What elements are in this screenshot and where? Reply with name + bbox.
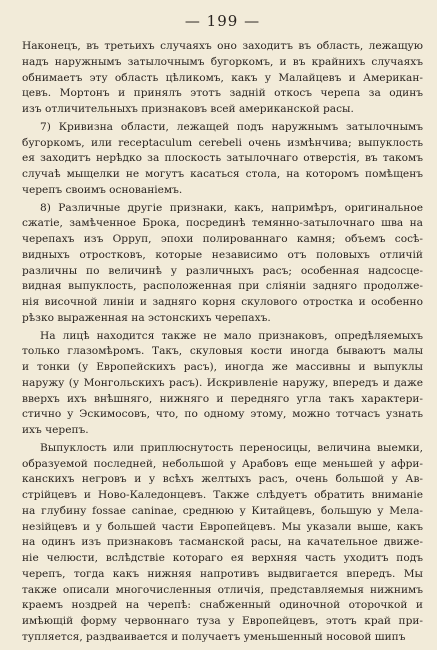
text-line: надъ наружнымъ затылочнымъ бугоркомъ, и въ крайнихъ случаяхъ bbox=[22, 55, 423, 68]
text-line: незійцевъ и у большей части Европейцевъ. Мы указали выше, какъ bbox=[22, 520, 423, 533]
text-line: случаѣ мыщелки не могутъ касаться стола, на которомъ помѣщенъ bbox=[22, 168, 423, 180]
text-line: стично у Эскимосовъ, что, по одному этому, можно тотчасъ узнать bbox=[22, 408, 423, 421]
text-line: также описали многочисленныя отличія, представляемыя нижнимъ bbox=[22, 583, 423, 596]
text-line: ихъ черепъ. bbox=[22, 424, 89, 436]
text-line: стрійцевъ и Ново-Каледонцевъ. Также слѣдуетъ обратить вниманіе bbox=[22, 489, 423, 501]
text-line: вверхъ ихъ внѣшняго, нижняго и передняго угла такъ характери- bbox=[22, 392, 423, 405]
paragraph bbox=[22, 201, 423, 327]
text-line: канскихъ негровъ и у всѣхъ желтыхъ расъ, очень большой у Ав- bbox=[22, 473, 423, 486]
text-line: 7) Кривизна области, лежащей подъ наружнымъ затылочнымъ bbox=[40, 120, 423, 133]
text-line: тупляется, раздваивается и получаетъ уменьшенный носовой шипъ bbox=[22, 630, 406, 643]
text-line: наружу (у Монгольскихъ расъ). Искривленіе наружу, впередъ и даже bbox=[22, 376, 423, 389]
text-line: На лицѣ находится также не мало признаковъ, опредѣляемыхъ bbox=[40, 329, 423, 342]
page-body bbox=[22, 39, 423, 646]
paragraph bbox=[22, 441, 423, 646]
text-line: Наконецъ, въ третьихъ случаяхъ оно заходитъ въ область, лежащую bbox=[22, 40, 423, 52]
text-line: и тонки (у Европейскихъ расъ), иногда же массивны и выпуклы bbox=[22, 361, 423, 373]
text-line: сжатіе, замѣченное Брока, посрединѣ темянно-затылочнаго шва на bbox=[22, 217, 423, 230]
text-line: различны по величинѣ у различныхъ расъ; особенная надсосце- bbox=[22, 264, 423, 277]
text-line: на одинъ изъ признаковъ тасманской расы, на качательное движе- bbox=[22, 536, 423, 549]
text-line: обнимаетъ эту область цѣликомъ, какъ у Малайцевъ и Американ- bbox=[22, 71, 423, 84]
paragraph bbox=[22, 39, 423, 118]
text-line: черепахъ изъ Орруп, эпохи полированнаго камня; объемъ сосѣ- bbox=[22, 233, 423, 245]
text-line: рѣзко выраженная на эстонскихъ черепахъ. bbox=[22, 311, 271, 324]
text-line: нія височной линіи и задняго корня скулового отростка и особенно bbox=[22, 296, 423, 308]
text-line: 8) Различные другіе признаки, какъ, напримѣръ, оригинальное bbox=[40, 201, 423, 214]
text-line: имѣющій форму червоннаго туза у Европейцевъ, этотъ край при- bbox=[22, 615, 423, 627]
text-line: ніе челюсти, вслѣдствіе котораго ея верхняя часть уходитъ подъ bbox=[22, 552, 423, 564]
text-line: видныхъ отростковъ, которые независимо отъ половыхъ отличій bbox=[22, 248, 423, 261]
page-number: — 199 — bbox=[184, 12, 261, 30]
text-line: черепъ своимъ основаніемъ. bbox=[22, 183, 183, 196]
paragraph bbox=[22, 120, 423, 199]
text-line: бугоркомъ, или receptaculum cerebeli очень измѣнчива; выпуклость bbox=[22, 136, 423, 149]
text-line: только глазомѣромъ. Такъ, скуловыя кости иногда бываютъ малы bbox=[22, 345, 423, 358]
text-line: краемъ ноздрей на черепѣ: снабженный одиночной оторочкой и bbox=[22, 599, 423, 612]
text-line: на глубину fossae caninae, среднюю у Китайцевъ, большую у Мела- bbox=[22, 504, 423, 517]
text-line: ея заходитъ нерѣдко за плоскость затылочнаго отверстія, въ такомъ bbox=[22, 152, 423, 165]
text-line: цевъ. Мортонъ и принялъ этотъ задній откосъ черепа за одинъ bbox=[22, 87, 423, 100]
text-line: изъ отличительныхъ признаковъ всей американской расы. bbox=[22, 103, 354, 115]
text-line: видная выпуклость, расположенная при сліяніи задняго продолже- bbox=[22, 280, 423, 293]
paragraph bbox=[22, 329, 423, 439]
text-line: Выпуклость или приплюснутость переносицы, величина выемки, bbox=[40, 441, 423, 454]
text-line: образуемой последней, небольшой у Арабовъ еще меньшей у афри- bbox=[22, 457, 423, 470]
text-line: черепъ, тогда какъ нижняя напротивъ выдвигается впередъ. Мы bbox=[22, 567, 423, 580]
